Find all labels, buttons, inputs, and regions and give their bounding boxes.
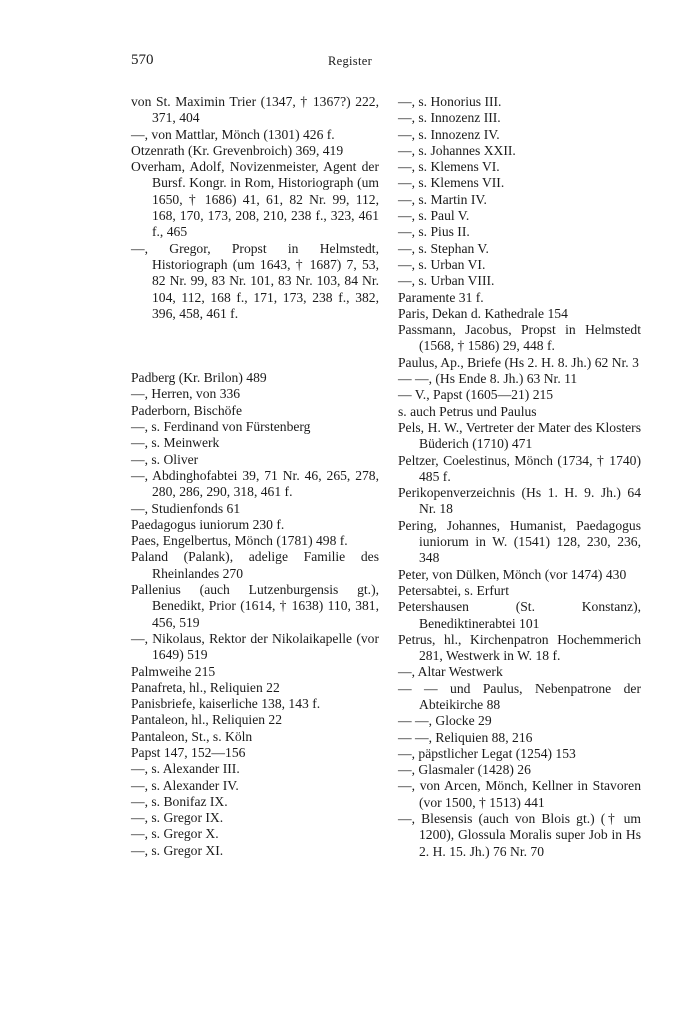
index-entry: Paris, Dekan d. Kathedrale 154 bbox=[398, 305, 568, 321]
index-entry: —, Nikolaus, Rektor der Nikolaikapelle (vor 1649) 519 bbox=[131, 630, 379, 663]
index-entry: —, s. Klemens VI. bbox=[398, 159, 500, 175]
index-entry: Palmweihe 215 bbox=[131, 663, 216, 679]
index-entry: Otzenrath (Kr. Grevenbroich) 369, 419 bbox=[131, 142, 344, 158]
index-entry: Paderborn, Bischöfe bbox=[131, 402, 242, 418]
index-entry: —, s. Stephan V. bbox=[398, 240, 489, 256]
index-entry: — —, Reliquien 88, 216 bbox=[398, 729, 533, 745]
index-entry: —, s. Alexander III. bbox=[131, 761, 240, 777]
index-entry: —, Studienfonds 61 bbox=[131, 500, 241, 516]
index-entry: —, s. Innozenz IV. bbox=[398, 126, 500, 142]
index-entry: Petershausen (St. Konstanz), Benediktinerabtei 101 bbox=[398, 599, 641, 631]
index-entry: Passmann, Jacobus, Propst in Helmstedt (1568, † 1586) 29, 448 f. bbox=[398, 322, 641, 354]
index-entry: —, s. Honorius III. bbox=[398, 94, 502, 109]
index-entry: — V., Papst (1605—21) 215 bbox=[398, 387, 554, 403]
index-entry: Paramente 31 f. bbox=[398, 289, 484, 305]
index-entry: Pallenius (auch Lutzenburgensis gt.), Benedikt, Prior (1614, † 1638) 110, 381, 456, 519 bbox=[131, 582, 379, 630]
index-entry: —, s. Gregor X. bbox=[131, 826, 219, 842]
index-entry: Pantaleon, hl., Reliquien 22 bbox=[131, 712, 283, 728]
index-entry: —, Glasmaler (1428) 26 bbox=[398, 762, 531, 778]
index-entry: —, Abdinghofabtei 39, 71 Nr. 46, 265, 278, 280, 286, 290, 318, 461 f. bbox=[131, 467, 379, 500]
index-column-right bbox=[398, 94, 641, 860]
index-entry: Padberg (Kr. Brilon) 489 bbox=[131, 370, 267, 386]
index-entry: von St. Maximin Trier (1347, † 1367?) 222, 371, 404 bbox=[131, 94, 379, 126]
index-entry: —, s. Urban VIII. bbox=[398, 273, 495, 289]
index-entry: Peter, von Dülken, Mönch (vor 1474) 430 bbox=[398, 566, 627, 582]
letter-gap bbox=[131, 322, 379, 370]
index-entry: —, s. Gregor XI. bbox=[131, 842, 224, 858]
index-entry: Pels, H. W., Vertreter der Mater des Klosters Büderich (1710) 471 bbox=[398, 419, 641, 452]
index-entry: —, Gregor, Propst in Helmstedt, Historiograph (um 1643, † 1687) 7, 53, 82 Nr. 99, 83 Nr. 101, 83 Nr. 103, 84 Nr. 104, 112, 168 f., 171, 173, 238 f., 382, 396, 458, 461 f. bbox=[131, 240, 379, 321]
index-entry: —, s. Bonifaz IX. bbox=[131, 793, 228, 809]
index-entry: —, s. Alexander IV. bbox=[131, 777, 239, 793]
index-entry: —, Blesensis (auch von Blois gt.) († um 1200), Glossula Moralis super Job in Hs 2. H. 15. Jh.) 76 Nr. 70 bbox=[398, 811, 641, 859]
index-entry: s. auch Petrus und Paulus bbox=[398, 403, 537, 419]
index-entry: —, s. Meinwerk bbox=[131, 435, 220, 451]
index-entry: Pantaleon, St., s. Köln bbox=[131, 728, 253, 744]
index-entry: —, s. Gregor IX. bbox=[131, 810, 224, 826]
index-entry: —, s. Paul V. bbox=[398, 208, 470, 224]
index-entry: —, päpstlicher Legat (1254) 153 bbox=[398, 745, 576, 761]
index-entry: —, von Mattlar, Mönch (1301) 426 f. bbox=[131, 126, 335, 142]
index-entry: Paland (Palank), adelige Familie des Rheinlandes 270 bbox=[131, 549, 379, 581]
index-entry: —, s. Urban VI. bbox=[398, 256, 486, 272]
index-entry: Paulus, Ap., Briefe (Hs 2. H. 8. Jh.) 62 Nr. 3 bbox=[398, 354, 639, 370]
index-entry: —, s. Martin IV. bbox=[398, 191, 487, 207]
index-entry: Petrus, hl., Kirchenpatron Hochemmerich 281, Westwerk in W. 18 f. bbox=[398, 631, 641, 664]
index-entry: —, Altar Westwerk bbox=[398, 664, 503, 680]
index-entry: —, s. Pius II. bbox=[398, 224, 470, 240]
index-entry: —, s. Innozenz III. bbox=[398, 110, 501, 126]
index-entry: Paedagogus iuniorum 230 f. bbox=[131, 516, 285, 532]
index-entry: Paes, Engelbertus, Mönch (1781) 498 f. bbox=[131, 533, 348, 549]
index-entry: Perikopenverzeichnis (Hs 1. H. 9. Jh.) 64 Nr. 18 bbox=[398, 485, 641, 517]
index-entry: Peltzer, Coelestinus, Mönch (1734, † 1740) 485 f. bbox=[398, 452, 641, 484]
index-entry: —, von Arcen, Mönch, Kellner in Stavoren (vor 1500, † 1513) 441 bbox=[398, 778, 641, 810]
index-entry: —, s. Klemens VII. bbox=[398, 175, 505, 191]
index-entry: —, s. Johannes XXII. bbox=[398, 142, 516, 158]
index-entry: Panafreta, hl., Reliquien 22 bbox=[131, 679, 280, 695]
index-entry: —, s. Oliver bbox=[131, 451, 199, 467]
index-entry: Papst 147, 152—156 bbox=[131, 744, 246, 760]
index-entry: — —, Glocke 29 bbox=[398, 713, 492, 729]
index-column-left bbox=[131, 94, 379, 859]
index-entry: Panisbriefe, kaiserliche 138, 143 f. bbox=[131, 696, 321, 712]
index-entry: —, s. Ferdinand von Fürstenberg bbox=[131, 419, 311, 435]
index-entry: —, Herren, von 336 bbox=[131, 386, 241, 402]
page-number: 570 bbox=[131, 52, 154, 68]
page-header bbox=[131, 52, 569, 76]
index-entry: — — und Paulus, Nebenpatrone der Abteikirche 88 bbox=[398, 680, 641, 712]
running-head: Register bbox=[327, 54, 373, 68]
index-entry: Overham, Adolf, Novizenmeister, Agent der Bursf. Kongr. in Rom, Historiograph (um 1650, † 1686) 41, 61, 82 Nr. 99, 112, 168, 170, 173, 208, 210, 238 f., 323, 461 f., 465 bbox=[131, 159, 379, 240]
index-entry: — —, (Hs Ende 8. Jh.) 63 Nr. 11 bbox=[398, 371, 578, 387]
index-entry: Pering, Johannes, Humanist, Paedagogus iuniorum in W. (1541) 128, 230, 236, 348 bbox=[398, 517, 641, 566]
index-entry: Petersabtei, s. Erfurt bbox=[398, 582, 509, 598]
